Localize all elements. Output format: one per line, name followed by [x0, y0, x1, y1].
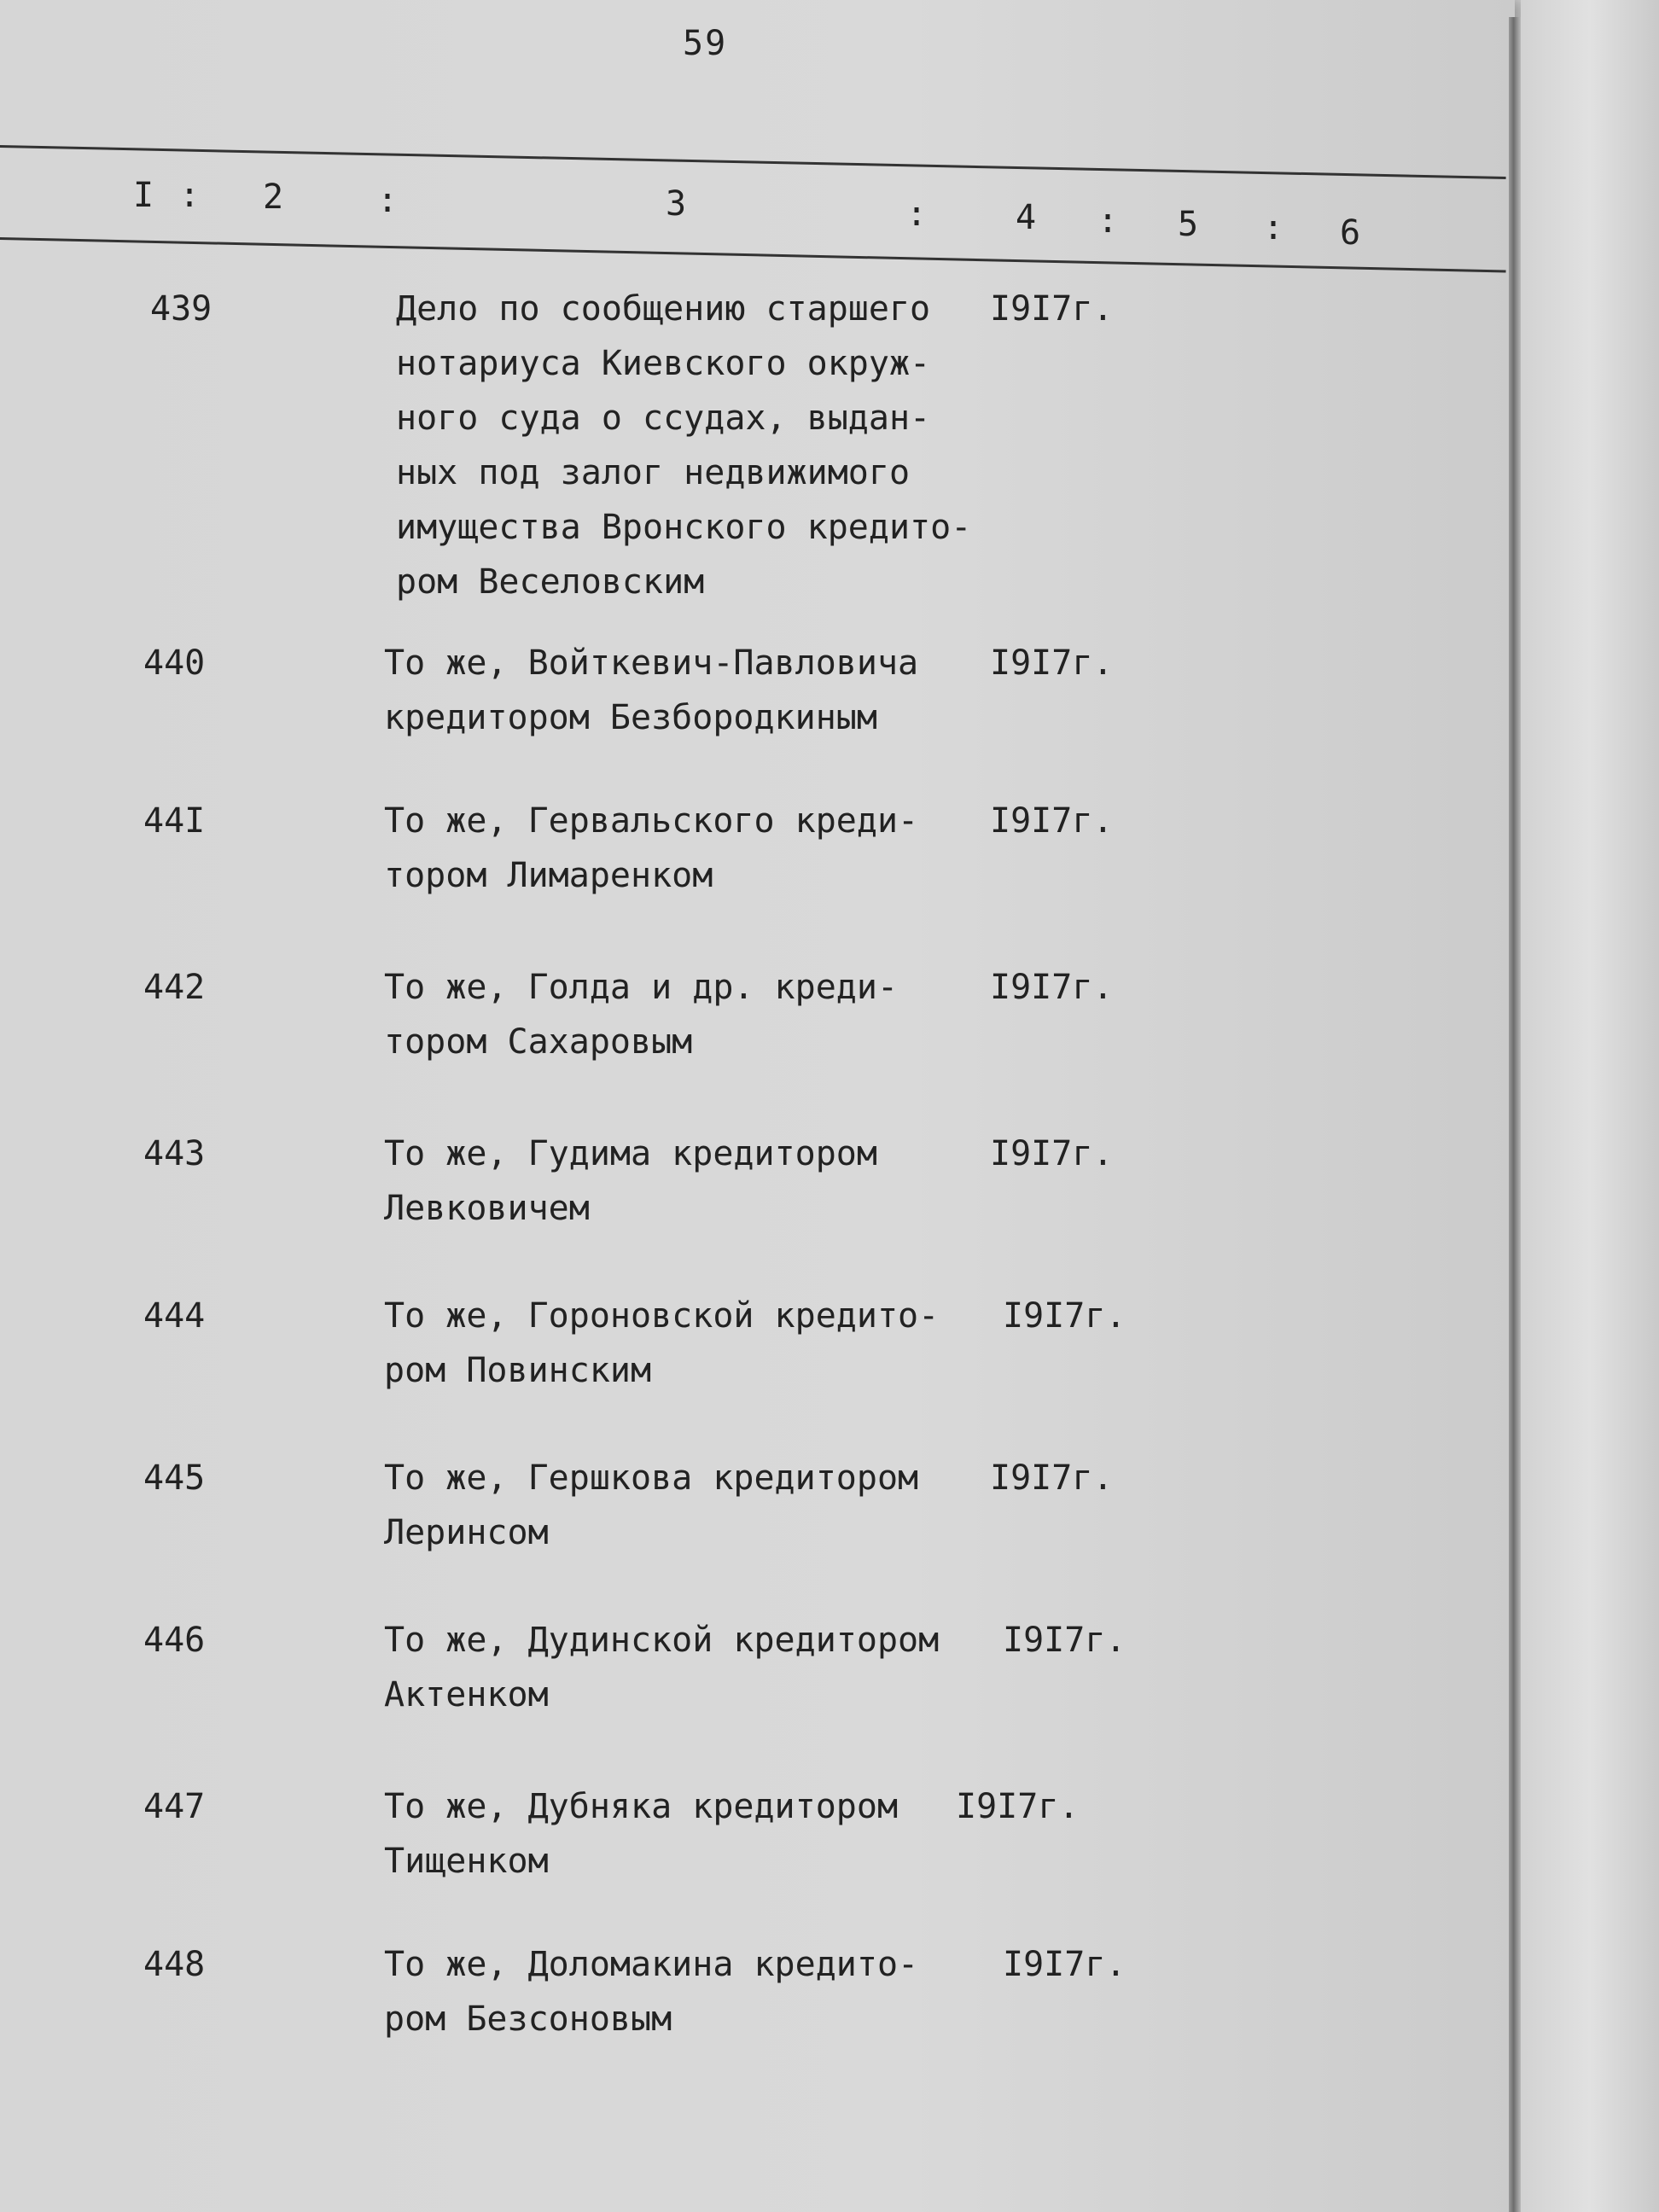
entry-description	[384, 960, 1033, 1069]
entry-year: I9I7г.	[1003, 1621, 1126, 1660]
entry-number: 439	[150, 289, 212, 329]
entry-number: 440	[143, 643, 206, 683]
column-header-5: 5	[1178, 205, 1199, 244]
description-line: тором Сахаровым	[384, 1022, 693, 1062]
entry-number: 442	[143, 968, 206, 1007]
column-header-2: 2	[263, 178, 284, 217]
column-header-6: 6	[1340, 213, 1361, 253]
description-line: ных под залог недвижимого	[396, 453, 911, 492]
entry-year: I9I7г.	[990, 1134, 1114, 1173]
entry-number: 446	[143, 1621, 206, 1660]
description-line: ром Веселовским	[396, 562, 705, 602]
entry-description	[384, 1289, 1033, 1398]
entry-year: I9I7г.	[1003, 1945, 1126, 1984]
entry-description	[384, 1779, 1033, 1889]
column-separator: :	[377, 181, 399, 220]
column-separator: :	[179, 176, 201, 215]
description-line: имущества Вронского кредито-	[396, 508, 972, 547]
column-separator: :	[1097, 201, 1119, 241]
page-number: 59	[683, 24, 728, 63]
description-line: Леринсом	[384, 1513, 549, 1552]
entry-description	[396, 282, 1045, 609]
description-line: ром Повинским	[384, 1351, 652, 1390]
entry-year: I9I7г.	[990, 801, 1114, 841]
description-line: ного суда о ссудах, выдан-	[396, 399, 931, 438]
description-line: Тищенком	[384, 1842, 549, 1881]
column-header-3: 3	[666, 184, 687, 224]
entry-year: I9I7г.	[956, 1787, 1080, 1826]
column-header-4: 4	[1016, 198, 1037, 237]
entry-description	[384, 636, 1033, 745]
description-line: То же, Гервальского креди-	[384, 801, 919, 841]
entry-year: I9I7г.	[990, 1458, 1114, 1498]
description-line: То же, Дудинской кредитором	[384, 1621, 940, 1660]
page-edge	[1509, 17, 1521, 2212]
description-line: Левковичем	[384, 1189, 590, 1228]
column-separator: :	[1263, 208, 1284, 247]
entry-year: I9I7г.	[1003, 1296, 1126, 1336]
entry-number: 445	[143, 1458, 206, 1498]
description-line: То же, Дубняка кредитором	[384, 1787, 899, 1826]
entry-description	[384, 1451, 1033, 1560]
entry-year: I9I7г.	[990, 643, 1114, 683]
entry-number: 444	[143, 1296, 206, 1336]
description-line: То же, Гороновской кредито-	[384, 1296, 940, 1336]
description-line: То же, Доломакина кредито-	[384, 1945, 919, 1984]
entry-description	[384, 1613, 1033, 1722]
adjacent-page	[1521, 0, 1659, 2212]
description-line: ром Безсоновым	[384, 2000, 672, 2039]
entry-description	[384, 1937, 1033, 2046]
description-line: Актенком	[384, 1675, 549, 1714]
description-line: кредитором Безбородкиным	[384, 698, 877, 737]
column-header-1: I	[133, 176, 154, 215]
entry-number: 447	[143, 1787, 206, 1826]
description-line: тором Лимаренком	[384, 856, 713, 895]
entry-number: 443	[143, 1134, 206, 1173]
entry-year: I9I7г.	[990, 968, 1114, 1007]
description-line: То же, Голда и др. креди-	[384, 968, 899, 1007]
description-line: То же, Войткевич-Павловича	[384, 643, 919, 683]
description-line: Дело по сообщению старшего	[396, 289, 931, 329]
entry-number: 448	[143, 1945, 206, 1984]
description-line: То же, Гудима кредитором	[384, 1134, 877, 1173]
entry-description	[384, 1126, 1033, 1236]
column-separator: :	[906, 195, 928, 234]
entry-number: 44I	[143, 801, 206, 841]
entry-description	[384, 794, 1033, 903]
description-line: нотариуса Киевского окруж-	[396, 344, 931, 383]
entry-year: I9I7г.	[990, 289, 1114, 329]
description-line: То же, Гершкова кредитором	[384, 1458, 919, 1498]
